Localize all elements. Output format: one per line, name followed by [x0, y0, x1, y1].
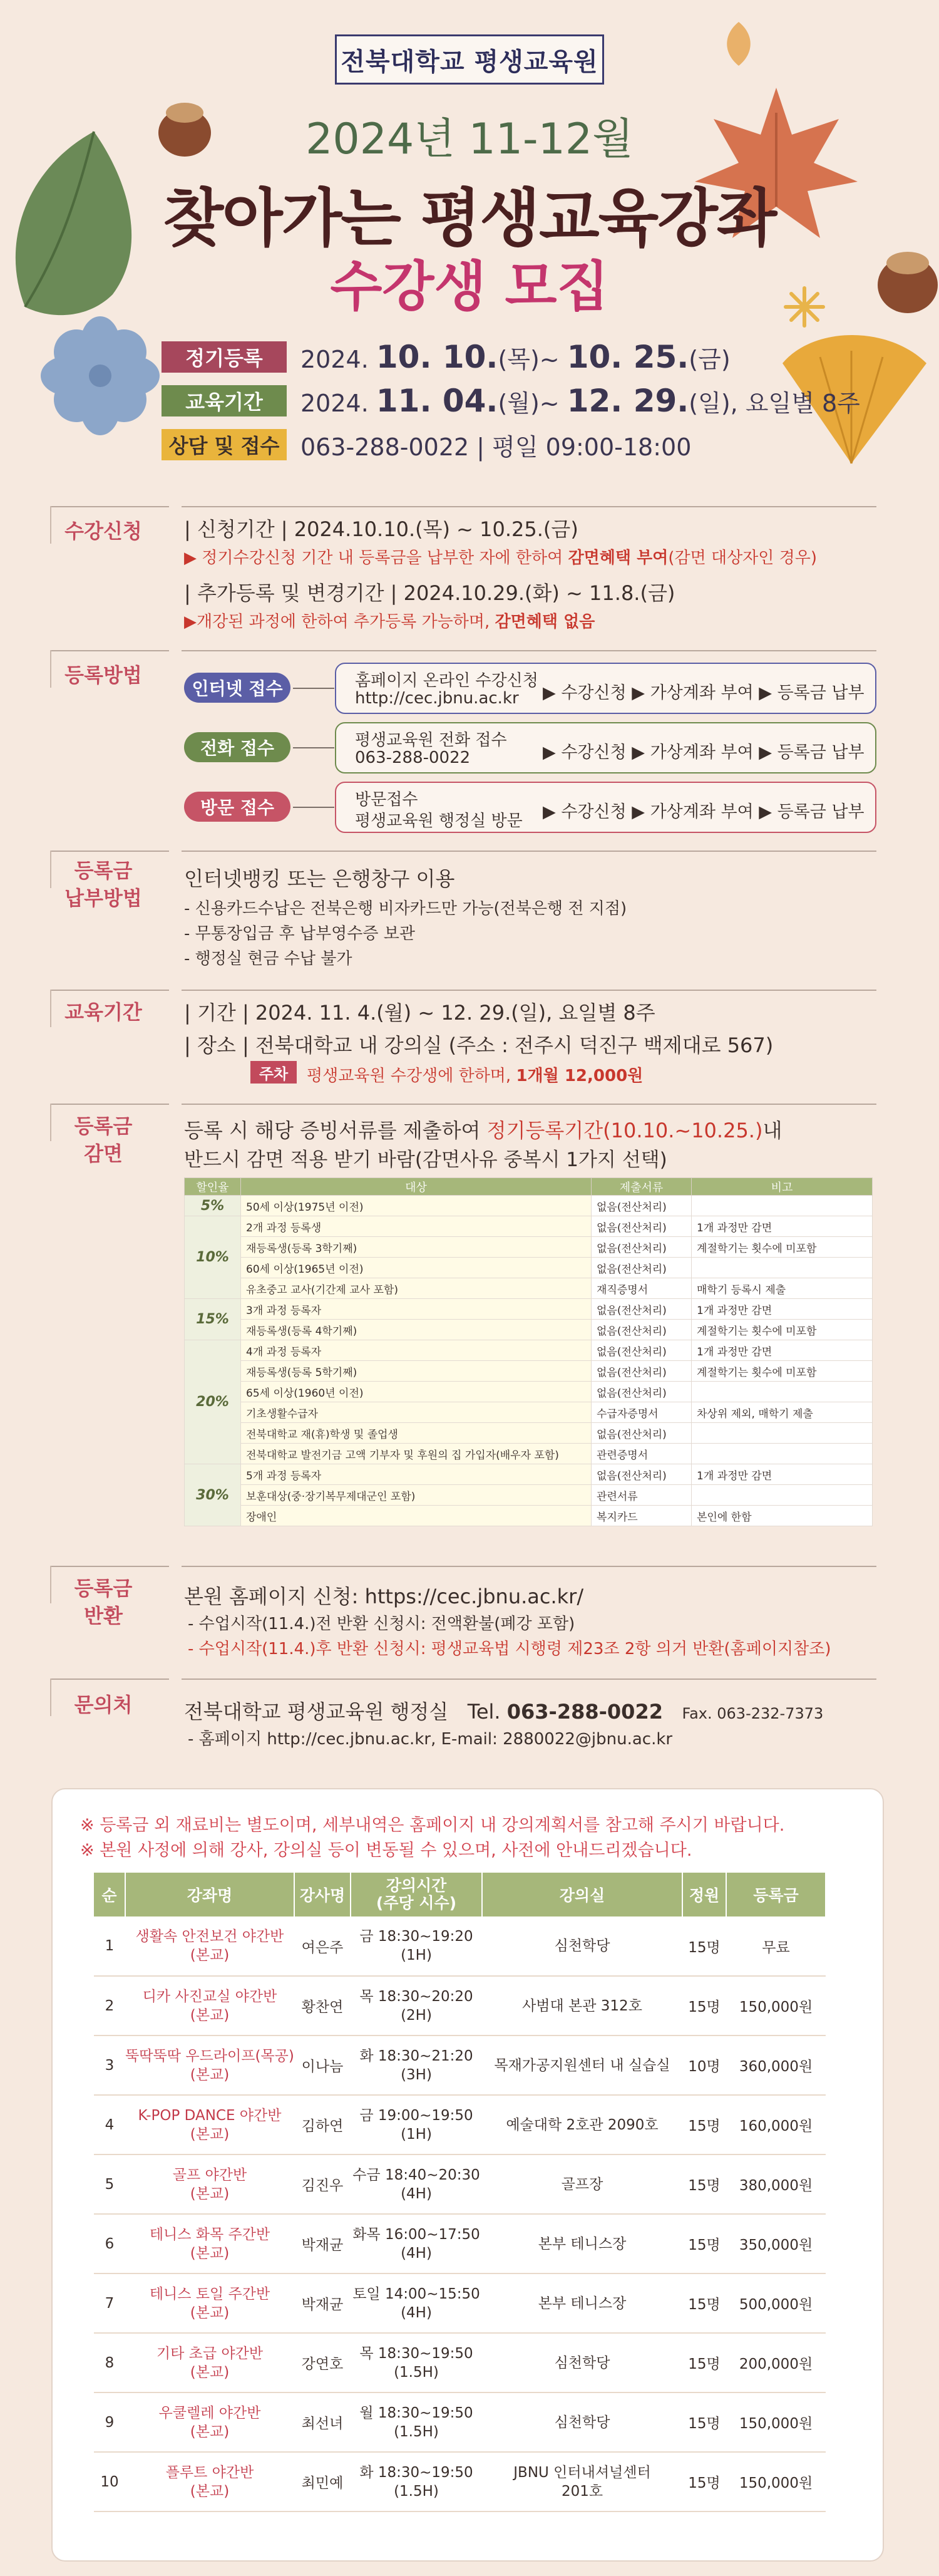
- course-row: [94, 2333, 826, 2392]
- course-room: JBNU 인터내셔널센터 201호: [482, 2452, 682, 2511]
- course-name: 플루트 야간반 (본교): [125, 2452, 294, 2511]
- discount-rate: 20%: [185, 1340, 241, 1464]
- course-teacher: 박재균: [294, 2214, 351, 2273]
- course-teacher: 김진우: [294, 2154, 351, 2214]
- discount-target: 5개 과정 등록자: [241, 1464, 592, 1485]
- course-teacher: 여은주: [294, 1916, 351, 1976]
- course-capacity: 15명: [682, 2095, 726, 2154]
- contact-homepage: - 홈페이지 http://cec.jbnu.ac.kr, E-mail: 2880022@jbnu.ac.kr: [188, 1730, 673, 1749]
- discount-doc: 없음(전산처리): [592, 1464, 692, 1485]
- discount-table: [184, 1177, 873, 1526]
- discount-row: [185, 1196, 873, 1216]
- reg-line-2: 063-288-0022: [355, 748, 471, 767]
- course-row: [94, 2214, 826, 2273]
- course-capacity: 15명: [682, 2392, 726, 2452]
- course-name: 디카 사진교실 야간반 (본교): [125, 1976, 294, 2035]
- notice-changes: ※ 본원 사정에 의해 강사, 강의실 등이 변동될 수 있으며, 사전에 안내드리겠습니다.: [80, 1841, 692, 1860]
- discount-row: [185, 1299, 873, 1320]
- course-no: 10: [94, 2452, 125, 2511]
- course-name: 생활속 안전보건 야간반 (본교): [125, 1916, 294, 1976]
- section-divider: [182, 990, 876, 991]
- pill-phone: 전화 접수: [184, 732, 290, 762]
- course-teacher: 이나늠: [294, 2035, 351, 2095]
- discount-table-header: [185, 1178, 873, 1196]
- discount-doc: 없음(전산처리): [592, 1237, 692, 1258]
- course-room: 심천학당: [482, 1916, 682, 1976]
- discount-row: [185, 1278, 873, 1299]
- header-year: 2024년 11-12월: [305, 115, 634, 164]
- section-bracket: [50, 506, 51, 544]
- section-label-period: 교육기간: [64, 1000, 142, 1024]
- course-room: 심천학당: [482, 2392, 682, 2452]
- section-label-discount: [50, 1112, 156, 1167]
- course-time: 화목 16:00~17:50 (4H): [351, 2214, 482, 2273]
- discount-line-2: 반드시 감면 적용 받기 바람(감면사유 중복시 1가지 선택): [184, 1149, 667, 1171]
- apply-additional-period: | 추가등록 및 변경기간 | 2024.10.29.(화) ~ 11.8.(금): [184, 581, 675, 605]
- discount-doc: 없음(전산처리): [592, 1258, 692, 1278]
- discount-target: 3개 과정 등록자: [241, 1299, 592, 1320]
- discount-row: [185, 1444, 873, 1464]
- info-tag: 교육기간: [162, 385, 287, 416]
- discount-note: 1개 과정만 감면: [692, 1299, 873, 1320]
- orange-leaf-decoration: [717, 19, 761, 69]
- section-divider: [182, 650, 876, 651]
- discount-rate: 5%: [185, 1196, 241, 1216]
- apply-period: | 신청기간 | 2024.10.10.(목) ~ 10.25.(금): [184, 517, 578, 541]
- discount-note: [692, 1485, 873, 1506]
- course-time: 금 18:30~19:20 (1H): [351, 1916, 482, 1976]
- discount-doc: 관련증명서: [592, 1444, 692, 1464]
- reg-steps: ▶ 수강신청 ▶ 가상계좌 부여 ▶ 등록금 납부: [543, 743, 865, 762]
- course-row: [94, 1916, 826, 1976]
- discount-note: [692, 1196, 873, 1216]
- refund-item-2: - 수업시작(11.4.)후 반환 신청시: 평생교육법 시행령 제23조 2항 의거 반환(홈페이지참조): [188, 1640, 831, 1658]
- discount-doc: 없음(전산처리): [592, 1196, 692, 1216]
- info-row-contact: [162, 428, 691, 462]
- discount-note: 1개 과정만 감면: [692, 1340, 873, 1361]
- info-row-registration: [162, 340, 731, 374]
- discount-row: [185, 1237, 873, 1258]
- discount-target: 60세 이상(1965년 이전): [241, 1258, 592, 1278]
- course-fee: 360,000원: [726, 2035, 826, 2095]
- course-capacity: 15명: [682, 1976, 726, 2035]
- info-row-period: [162, 384, 860, 418]
- section-divider: [182, 1679, 876, 1680]
- reg-line-1: 홈페이지 온라인 수강신청: [355, 671, 538, 690]
- reg-box-visit: [335, 782, 876, 833]
- discount-target: 기초생활수급자: [241, 1402, 592, 1423]
- course-room: 목재가공지원센터 내 실습실: [482, 2035, 682, 2095]
- discount-target: 재등록생(등록 5학기째): [241, 1361, 592, 1382]
- pill-internet: 인터넷 접수: [184, 673, 290, 703]
- discount-note: 1개 과정만 감면: [692, 1216, 873, 1237]
- discount-target: 65세 이상(1960년 이전): [241, 1382, 592, 1402]
- course-capacity: 15명: [682, 1916, 726, 1976]
- label-line: 납부방법: [64, 886, 142, 910]
- course-name: 테니스 화목 주간반 (본교): [125, 2214, 294, 2273]
- discount-note: 본인에 한함: [692, 1506, 873, 1526]
- course-row: [94, 2035, 826, 2095]
- section-divider: [50, 506, 169, 507]
- course-row: [94, 2273, 826, 2333]
- reg-line-1: 평생교육원 전화 접수: [355, 731, 507, 750]
- payment-item: - 행정실 현금 수납 불가: [184, 949, 352, 968]
- course-fee: 350,000원: [726, 2214, 826, 2273]
- discount-doc: 없음(전산처리): [592, 1216, 692, 1237]
- label-line: 등록금: [74, 859, 133, 882]
- col-header: 정원: [682, 1873, 726, 1916]
- apply-note-1: ▶ 정기수강신청 기간 내 등록금을 납부한 자에 한하여 감면혜택 부여(감면 대상자인 경우): [184, 549, 818, 567]
- course-table: [94, 1873, 826, 2512]
- discount-row: [185, 1382, 873, 1402]
- discount-row: [185, 1216, 873, 1237]
- course-time: 토일 14:00~15:50 (4H): [351, 2273, 482, 2333]
- info-tag: 정기등록: [162, 341, 287, 373]
- course-row: [94, 2154, 826, 2214]
- discount-target: 전북대학교 재(휴)학생 및 졸업생: [241, 1423, 592, 1444]
- discount-doc: 없음(전산처리): [592, 1320, 692, 1340]
- section-divider: [182, 1104, 876, 1105]
- discount-note: 매학기 등록시 제출: [692, 1278, 873, 1299]
- course-table-header: [94, 1873, 826, 1916]
- discount-line-1: 등록 시 해당 증빙서류를 제출하여 정기등록기간(10.10.~10.25.)내: [184, 1119, 782, 1142]
- discount-target: 유초중고 교사(기간제 교사 포함): [241, 1278, 592, 1299]
- course-name: 골프 야간반 (본교): [125, 2154, 294, 2214]
- discount-note: [692, 1258, 873, 1278]
- discount-rate: 30%: [185, 1464, 241, 1526]
- col-header: 대상: [241, 1178, 592, 1196]
- info-text: 2024. 11. 04.(월)~ 12. 29.(일), 요일별 8주: [300, 383, 860, 419]
- discount-note: [692, 1382, 873, 1402]
- course-teacher: 김하연: [294, 2095, 351, 2154]
- section-label-method: 등록방법: [64, 663, 142, 687]
- discount-row: [185, 1402, 873, 1423]
- section-divider: [182, 851, 876, 852]
- refund-item-1: - 수업시작(11.4.)전 반환 신청시: 전액환불(폐강 포함): [188, 1615, 575, 1633]
- col-header: 강사명: [294, 1873, 351, 1916]
- course-no: 5: [94, 2154, 125, 2214]
- course-room: 사범대 본관 312호: [482, 1976, 682, 2035]
- course-room: 본부 테니스장: [482, 2214, 682, 2273]
- discount-note: [692, 1423, 873, 1444]
- payment-item: - 무통장입금 후 납부영수증 보관: [184, 924, 415, 943]
- course-fee: 200,000원: [726, 2333, 826, 2392]
- section-label-payment: [50, 857, 156, 912]
- discount-target: 2개 과정 등록생: [241, 1216, 592, 1237]
- reg-line-2: http://cec.jbnu.ac.kr: [355, 689, 519, 708]
- discount-doc: 관련서류: [592, 1485, 692, 1506]
- pill-visit: 방문 접수: [184, 792, 290, 822]
- course-fee: 150,000원: [726, 1976, 826, 2035]
- reg-line-2: 평생교육원 행정실 방문: [355, 812, 523, 830]
- course-room: 예술대학 2호관 2090호: [482, 2095, 682, 2154]
- label-line: 반환: [84, 1604, 123, 1628]
- col-header: 제출서류: [592, 1178, 692, 1196]
- course-no: 7: [94, 2273, 125, 2333]
- col-header: 강의시간 (주당 시수): [351, 1873, 482, 1916]
- section-divider: [182, 1566, 876, 1567]
- course-no: 8: [94, 2333, 125, 2392]
- parking-tag: 주차: [250, 1061, 297, 1084]
- reg-box-phone: [335, 722, 876, 773]
- discount-doc: 없음(전산처리): [592, 1340, 692, 1361]
- apply-note-2: ▶개강된 과정에 한하여 추가등록 가능하며, 감면혜택 없음: [184, 613, 595, 631]
- course-fee: 500,000원: [726, 2273, 826, 2333]
- reg-line-1: 방문접수: [355, 790, 418, 809]
- discount-doc: 없음(전산처리): [592, 1382, 692, 1402]
- section-divider: [182, 506, 876, 507]
- discount-note: [692, 1444, 873, 1464]
- notice-materials: ※ 등록금 외 재료비는 별도이며, 세부내역은 홈페이지 내 강의계획서를 참고해 주시기 바랍니다.: [80, 1816, 785, 1835]
- course-teacher: 황찬연: [294, 1976, 351, 2035]
- discount-target: 재등록생(등록 4학기째): [241, 1320, 592, 1340]
- course-capacity: 10명: [682, 2035, 726, 2095]
- course-fee: 150,000원: [726, 2452, 826, 2511]
- course-room: 심천학당: [482, 2333, 682, 2392]
- discount-row: [185, 1464, 873, 1485]
- course-name: 뚝딱뚝딱 우드라이프(목공) (본교): [125, 2035, 294, 2095]
- course-teacher: 강연호: [294, 2333, 351, 2392]
- connector-line: [293, 688, 334, 689]
- course-no: 1: [94, 1916, 125, 1976]
- section-divider: [50, 650, 169, 651]
- discount-target: 전북대학교 발전기금 고액 기부자 및 후원의 집 가입자(배우자 포함): [241, 1444, 592, 1464]
- course-name: 기타 초급 야간반 (본교): [125, 2333, 294, 2392]
- course-capacity: 15명: [682, 2273, 726, 2333]
- header-title: 찾아가는 평생교육강좌: [163, 182, 776, 255]
- period-dates: | 기간 | 2024. 11. 4.(월) ~ 12. 29.(일), 요일별 8주: [184, 1001, 655, 1025]
- label-line: 감면: [84, 1142, 123, 1166]
- label-line: 등록금: [74, 1576, 133, 1600]
- info-text: 063-288-0022 | 평일 09:00-18:00: [300, 433, 692, 461]
- org-name-box: 전북대학교 평생교육원: [335, 34, 604, 85]
- course-capacity: 15명: [682, 2452, 726, 2511]
- course-time: 수금 18:40~20:30 (4H): [351, 2154, 482, 2214]
- discount-row: [185, 1423, 873, 1444]
- discount-doc: 복지카드: [592, 1506, 692, 1526]
- course-no: 6: [94, 2214, 125, 2273]
- col-header: 비고: [692, 1178, 873, 1196]
- discount-target: 보훈대상(중·장기복무제대군인 포함): [241, 1485, 592, 1506]
- discount-note: 계절학기는 횟수에 미포함: [692, 1361, 873, 1382]
- course-row: [94, 2392, 826, 2452]
- discount-row: [185, 1485, 873, 1506]
- course-fee: 무료: [726, 1916, 826, 1976]
- section-label-refund: [50, 1575, 156, 1630]
- discount-row: [185, 1258, 873, 1278]
- course-no: 4: [94, 2095, 125, 2154]
- discount-row: [185, 1320, 873, 1340]
- connector-line: [293, 807, 334, 808]
- discount-doc: 없음(전산처리): [592, 1361, 692, 1382]
- course-name: 우쿨렐레 야간반 (본교): [125, 2392, 294, 2452]
- col-header: 강의실: [482, 1873, 682, 1916]
- header-subtitle: 수강생 모집: [330, 256, 609, 318]
- discount-target: 재등록생(등록 3학기째): [241, 1237, 592, 1258]
- discount-rate: 10%: [185, 1216, 241, 1299]
- discount-note: 계절학기는 횟수에 미포함: [692, 1320, 873, 1340]
- course-time: 목 18:30~19:50 (1.5H): [351, 2333, 482, 2392]
- col-header: 강좌명: [125, 1873, 294, 1916]
- course-time: 화 18:30~19:50 (1.5H): [351, 2452, 482, 2511]
- info-text: 2024. 10. 10.(목)~ 10. 25.(금): [300, 339, 731, 375]
- col-header: 등록금: [726, 1873, 826, 1916]
- course-teacher: 최민예: [294, 2452, 351, 2511]
- course-fee: 150,000원: [726, 2392, 826, 2452]
- course-time: 금 19:00~19:50 (1H): [351, 2095, 482, 2154]
- discount-row: [185, 1340, 873, 1361]
- parking-note: 평생교육원 수강생에 한하며, 1개월 12,000원: [307, 1067, 644, 1085]
- course-capacity: 15명: [682, 2333, 726, 2392]
- course-room: 본부 테니스장: [482, 2273, 682, 2333]
- discount-doc: 없음(전산처리): [592, 1423, 692, 1444]
- payment-title: 인터넷뱅킹 또는 은행창구 이용: [184, 867, 455, 891]
- course-teacher: 최선녀: [294, 2392, 351, 2452]
- course-name: 테니스 토일 주간반 (본교): [125, 2273, 294, 2333]
- discount-note: 차상위 제외, 매학기 제출: [692, 1402, 873, 1423]
- label-line: 등록금: [74, 1114, 133, 1138]
- discount-doc: 재직증명서: [592, 1278, 692, 1299]
- discount-target: 50세 이상(1975년 이전): [241, 1196, 592, 1216]
- connector-line: [293, 747, 334, 748]
- course-row: [94, 2452, 826, 2511]
- period-place: | 장소 | 전북대학교 내 강의실 (주소 : 전주시 덕진구 백제대로 567): [184, 1033, 774, 1057]
- section-divider: [50, 1104, 169, 1105]
- blue-flower-decoration: [38, 313, 163, 438]
- contact-line: 전북대학교 평생교육원 행정실 Tel. 063-288-0022 Fax. 063-232-7373: [184, 1700, 824, 1724]
- course-no: 2: [94, 1976, 125, 2035]
- course-capacity: 15명: [682, 2154, 726, 2214]
- discount-note: 계절학기는 횟수에 미포함: [692, 1237, 873, 1258]
- course-fee: 160,000원: [726, 2095, 826, 2154]
- course-no: 3: [94, 2035, 125, 2095]
- section-label-contact: 문의처: [74, 1693, 133, 1717]
- course-name: K-POP DANCE 야간반 (본교): [125, 2095, 294, 2154]
- info-tag: 상담 및 접수: [162, 429, 287, 460]
- course-time: 목 18:30~20:20 (2H): [351, 1976, 482, 2035]
- discount-doc: 없음(전산처리): [592, 1299, 692, 1320]
- section-divider: [50, 990, 169, 991]
- course-no: 9: [94, 2392, 125, 2452]
- refund-title: 본원 홈페이지 신청: https://cec.jbnu.ac.kr/: [184, 1585, 584, 1608]
- discount-target: 장애인: [241, 1506, 592, 1526]
- reg-steps: ▶ 수강신청 ▶ 가상계좌 부여 ▶ 등록금 납부: [543, 802, 865, 822]
- col-header: 순: [94, 1873, 125, 1916]
- course-time: 화 18:30~21:20 (3H): [351, 2035, 482, 2095]
- section-divider: [50, 1566, 169, 1567]
- col-header: 할인율: [185, 1178, 241, 1196]
- discount-row: [185, 1506, 873, 1526]
- discount-note: 1개 과정만 감면: [692, 1464, 873, 1485]
- course-row: [94, 2095, 826, 2154]
- course-fee: 380,000원: [726, 2154, 826, 2214]
- discount-rate: 15%: [185, 1299, 241, 1340]
- section-label-apply: 수강신청: [64, 519, 142, 543]
- course-capacity: 15명: [682, 2214, 726, 2273]
- discount-target: 4개 과정 등록자: [241, 1340, 592, 1361]
- section-divider: [50, 851, 169, 852]
- section-divider: [50, 1679, 169, 1680]
- reg-steps: ▶ 수강신청 ▶ 가상계좌 부여 ▶ 등록금 납부: [543, 683, 865, 703]
- reg-box-internet: [335, 663, 876, 714]
- course-teacher: 박재균: [294, 2273, 351, 2333]
- discount-row: [185, 1361, 873, 1382]
- payment-item: - 신용카드수납은 전북은행 비자카드만 가능(전북은행 전 지점): [184, 899, 627, 918]
- discount-doc: 수급자증명서: [592, 1402, 692, 1423]
- course-room: 골프장: [482, 2154, 682, 2214]
- course-row: [94, 1976, 826, 2035]
- course-time: 월 18:30~19:50 (1.5H): [351, 2392, 482, 2452]
